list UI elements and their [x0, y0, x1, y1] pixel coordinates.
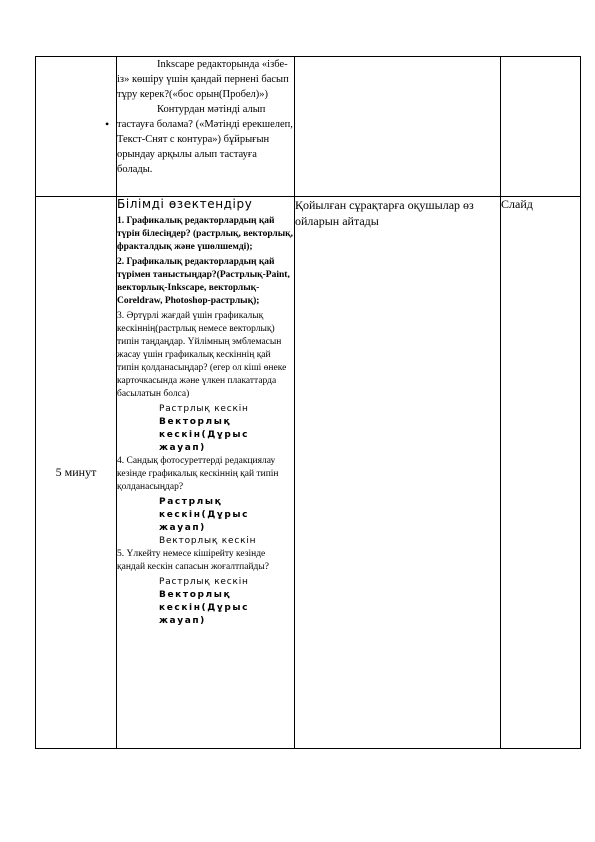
paragraph: Inkscape редакторында «ізбе-із» көшіру үшін қандай пернені басып тұру керек?(«бос орын(Пробел)»)	[117, 59, 289, 100]
answer-option: Растрлық кескін	[159, 404, 249, 414]
answer-option-correct: Растрлық кескін(Дұрыс жауап)	[159, 497, 250, 533]
content-cell	[117, 197, 295, 749]
table-row	[36, 57, 581, 197]
answer-option: Растрлық кескін	[159, 577, 249, 587]
resource-cell: Слайд	[501, 197, 581, 749]
table-row	[36, 197, 581, 749]
section-heading: Білімді өзектендіру	[117, 197, 253, 211]
question-text: 3. Әртүрлі жағдай үшін графикалық кескіннің(растрлық немесе векторлық) типін таңдаңдар. Үйлімның эмблемасын жасау үшін графикалық кескіннің қай типін қолданасыңдар? (егер ол кіші өнеке карточкасында және үлкен плакаттарда басылатын болса)	[117, 311, 287, 399]
time-cell	[36, 57, 117, 197]
content-cell	[117, 57, 295, 197]
question-text: 1. Графикалық редакторлардың қай түрін білесіңдер? (растрлық, векторлық, фракталдық және үшөлшемді);	[117, 216, 293, 252]
resource-cell	[501, 57, 581, 197]
question-text: 4. Сандық фотосуреттерді редакциялау кезінде графикалық кескіннің қай типін қолданасыңдар?	[117, 456, 279, 492]
lesson-plan-table	[35, 56, 581, 749]
activity-cell: Қойылған сұрақтарға оқушылар өз ойларын айтады	[295, 197, 501, 749]
activity-cell	[295, 57, 501, 197]
question-text: 5. Үлкейту немесе кішірейту кезінде қандай кескін сапасын жоғалтпайды?	[117, 549, 269, 572]
bullet-mark: •	[105, 117, 110, 131]
time-cell: 5 минут	[36, 197, 117, 749]
paragraph: Контурдан мәтінді алып тастауға болама? («Мәтінді ерекшелеп, Текст-Снят с контура») бұйрығын орындау арқылы алып тастауға болады.	[117, 104, 293, 175]
question-text: 2. Графикалық редакторлардың қай түрімен таныстыңдар?(Растрлық-Paint, векторлық-Inkscape, векторлық-Coreldraw, Photoshop-растрлық);	[117, 257, 290, 306]
answer-option-correct: Векторлық кескін(Дұрыс жауап)	[159, 417, 250, 453]
answer-option-correct: Векторлық кескін(Дұрыс жауап)	[159, 590, 250, 626]
answer-option: Векторлық кескін	[159, 536, 257, 546]
